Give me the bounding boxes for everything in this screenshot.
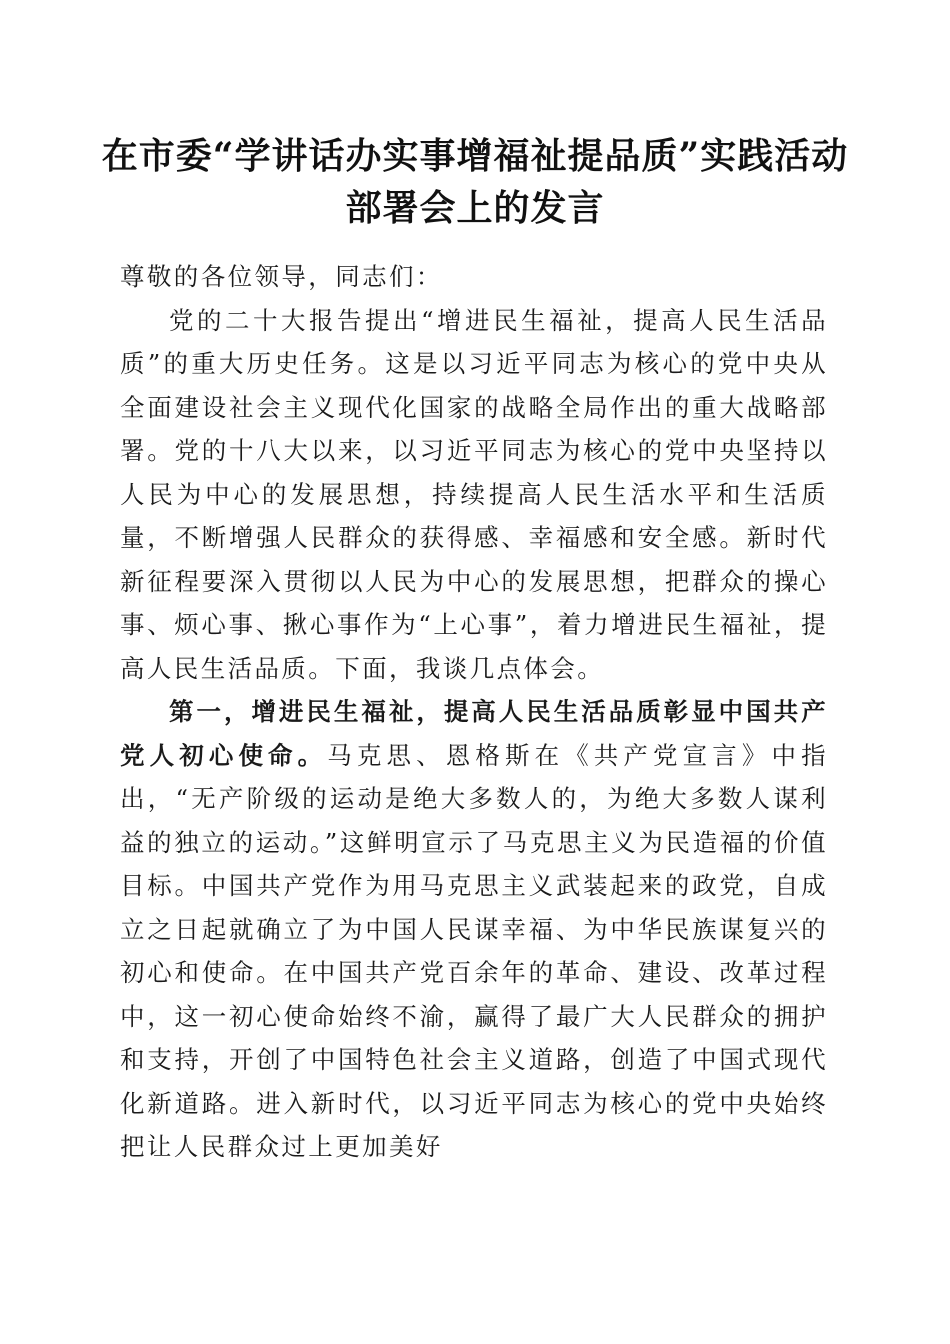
paragraph-first-point-heading: 第一，增进民生福祉，提高人民生活品质彰显中国共产党人初心使命。 (120, 697, 828, 770)
paragraph-first-point (120, 690, 828, 1169)
document-body (120, 255, 828, 1169)
document-title: 在市委“学讲话办实事增福祉提品质”实践活动部署会上的发言 (101, 135, 849, 229)
paragraph-first-point-text: 马克思、恩格斯在《共产党宣言》中指出，“无产阶级的运动是绝大多数人的，为绝大多数人谋利益的独立的运动。”这鲜明宣示了马克思主义为民造福的价值目标。中国共产党作为用马克思主义武装起来的政党，自成立之日起就确立了为中国人民谋幸福、为中华民族谋复兴的初心和使命。在中国共产党百余年的革命、建设、改革过程中，这一初心使命始终不渝，赢得了最广大人民群众的拥护和支持，开创了中国特色社会主义道路，创造了中国式现代化新道路。进入新时代，以习近平同志为核心的党中央始终把让人民群众过上更加美好 (120, 740, 828, 1161)
salutation: 尊敬的各位领导，同志们： (120, 262, 443, 291)
paragraph-intro-text: 党的二十大报告提出“增进民生福祉，提高人民生活品质”的重大历史任务。这是以习近平同志为核心的党中央从全面建设社会主义现代化国家的战略全局作出的重大战略部署。党的十八大以来，以习近平同志为核心的党中央坚持以人民为中心的发展思想，持续提高人民生活水平和生活质量，不断增强人民群众的获得感、幸福感和安全感。新时代新征程要深入贯彻以人民为中心的发展思想，把群众的操心事、烦心事、揪心事作为“上心事”，着力增进民生福祉，提高人民生活品质。下面，我谈几点体会。 (120, 305, 828, 683)
paragraph-intro (120, 299, 828, 691)
